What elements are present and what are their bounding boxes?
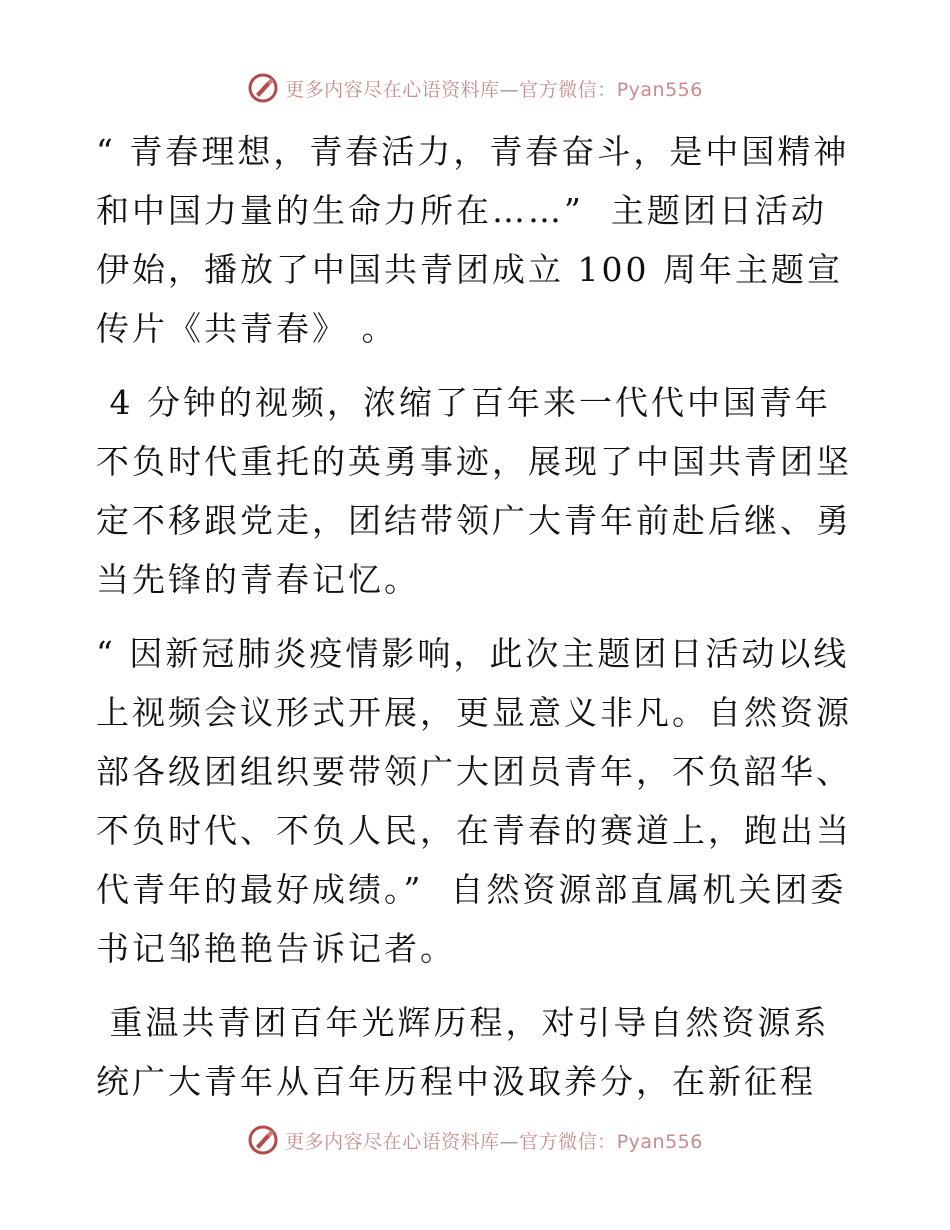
watermark-wechat-label: 官方微信： [519, 78, 617, 101]
watermark-header [0, 72, 950, 104]
paragraph-2: 4 分钟的视频，浓缩了百年来一代代中国青年不负时代重托的英勇事迹，展现了中国共青团坚定不移跟党走，团结带领广大青年前赴后继、勇当先锋的青春记忆。 [96, 383, 852, 599]
watermark-text [285, 75, 703, 102]
paragraph-4: 重温共青团百年光辉历程，对引导自然资源系统广大青年从百年历程中汲取养分，在新征程 [96, 1003, 830, 1101]
document-body [96, 122, 852, 1111]
watermark-site-text: 更多内容尽在心语资料库 [285, 78, 500, 101]
watermark-separator: — [499, 78, 520, 101]
watermark-wechat-id: Pyan556 [616, 1130, 703, 1153]
watermark-text [285, 1127, 703, 1154]
paragraph-1: “ 青春理想，青春活力，青春奋斗，是中国精神和中国力量的生命力所在……” 主题团日活动伊始，播放了中国共青团成立 100 周年主题宣传片《共青春》 。 [96, 132, 850, 348]
paragraph-3: “ 因新冠肺炎疫情影响，此次主题团日活动以线上视频会议形式开展，更显意义非凡。自然资源部各级团组织要带领广大团员青年，不负韶华、不负时代、不负人民，在青春的赛道上，跑出当代青年的最好成绩。” 自然资源部直属机关团委书记邹艳艳告诉记者。 [96, 634, 852, 968]
watermark-site-text: 更多内容尽在心语资料库 [285, 1130, 500, 1153]
pen-circle-logo-icon [247, 72, 279, 104]
watermark-separator: — [499, 1130, 520, 1153]
watermark-wechat-label: 官方微信： [519, 1130, 617, 1153]
pen-circle-logo-icon [247, 1124, 279, 1156]
watermark-footer [0, 1124, 950, 1156]
watermark-wechat-id: Pyan556 [616, 78, 703, 101]
